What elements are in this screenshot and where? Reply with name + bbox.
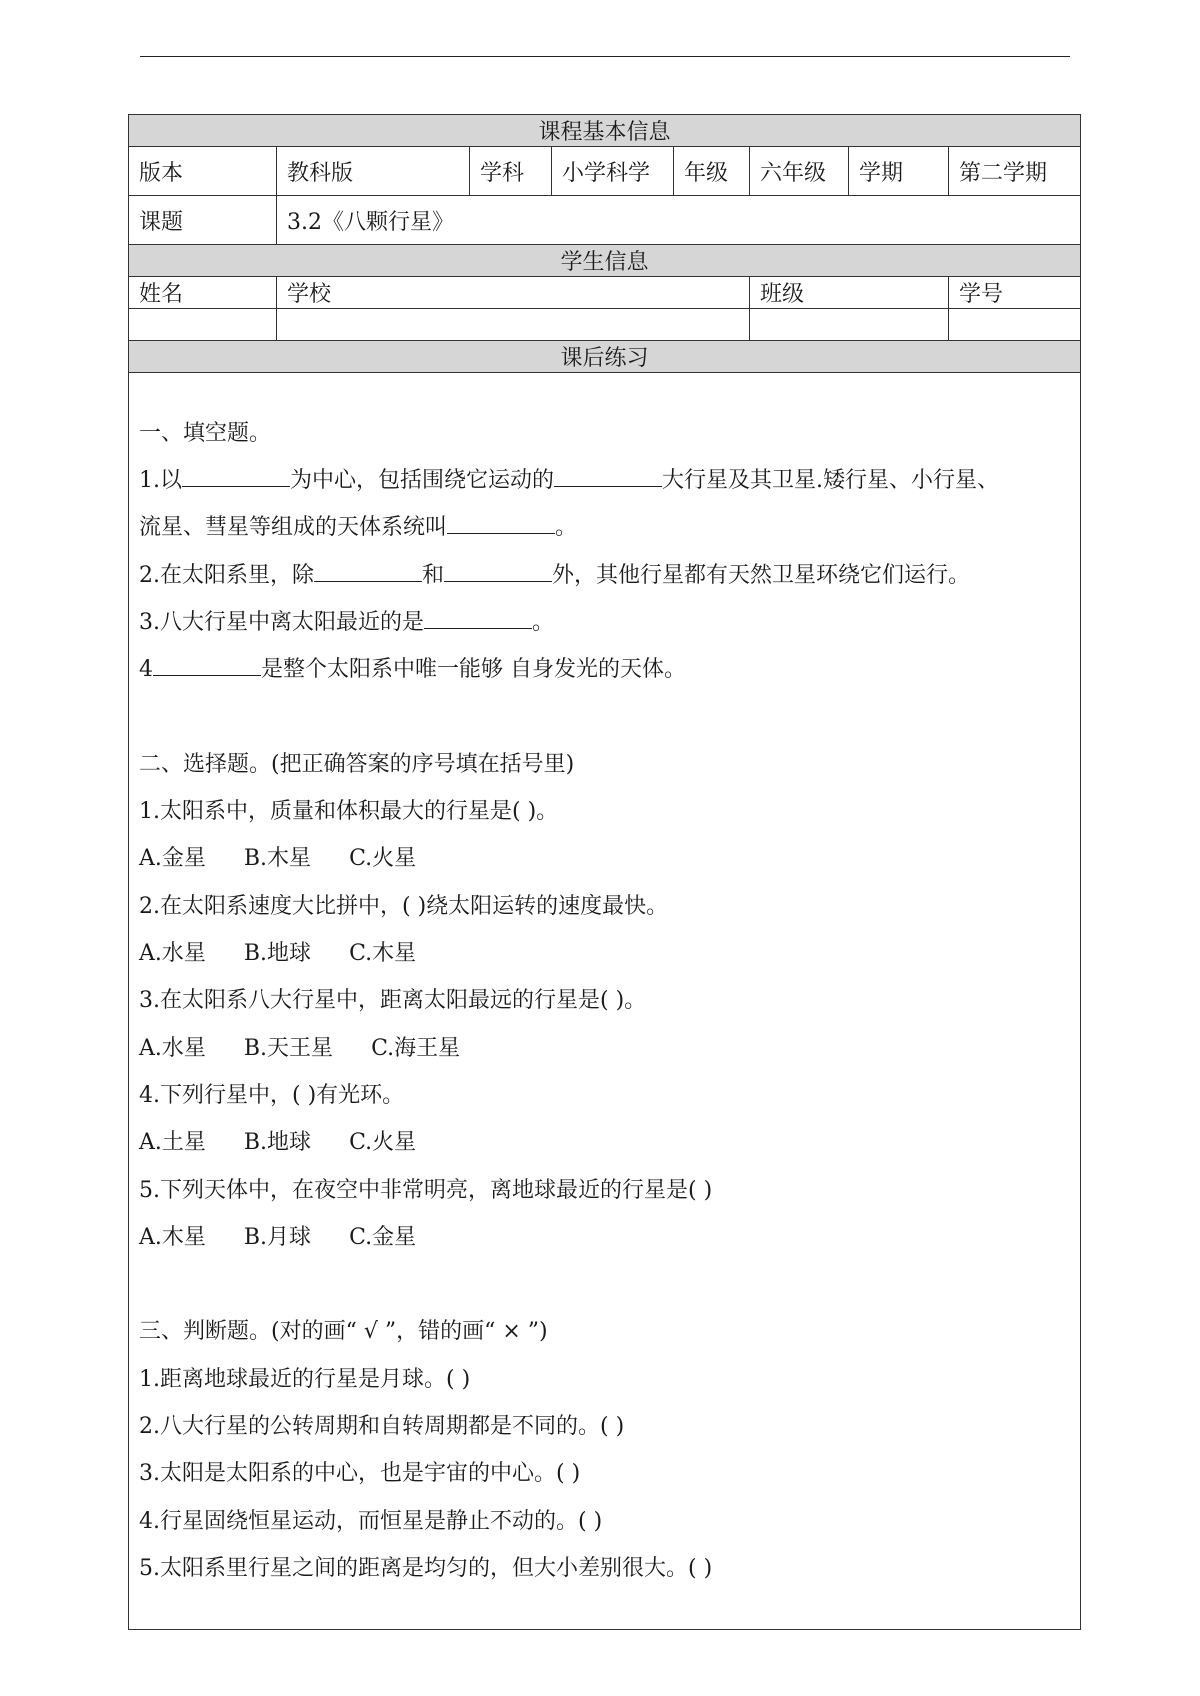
worksheet-table: [128, 114, 1081, 1630]
fill-q4-blank[interactable]: [153, 653, 261, 676]
choice-q3-option-b[interactable]: B.天王星: [243, 1035, 334, 1061]
choice-q5-option-b[interactable]: B.月球: [243, 1224, 312, 1250]
fill-q1-blank-3[interactable]: [447, 511, 555, 534]
fill-q2-blank-1[interactable]: [314, 559, 422, 582]
choice-q4: 4.下列行星中，( )有光环。: [139, 1082, 405, 1108]
choice-q2: 2.在太阳系速度大比拼中，( )绕太阳运转的速度最快。: [139, 893, 669, 919]
id-field[interactable]: [949, 309, 1081, 341]
topic-label: 课题: [129, 196, 277, 245]
fill-q2-text-a: 2.在太阳系里，除: [139, 562, 314, 588]
name-label: 姓名: [129, 277, 277, 309]
exercises-body: [129, 373, 1081, 1630]
class-label: 班级: [750, 277, 949, 309]
choice-q4-option-b[interactable]: B.地球: [243, 1130, 312, 1156]
grade-label: 年级: [674, 147, 750, 196]
choice-q4-option-c[interactable]: C.火星: [349, 1130, 417, 1156]
fill-q3: [139, 599, 1070, 646]
choice-q2-option-a[interactable]: A.水星: [139, 941, 206, 967]
school-label: 学校: [277, 277, 750, 309]
choice-q4-options: [139, 1119, 1070, 1166]
fill-q1-text-d: 流星、彗星等组成的天体系统叫: [139, 515, 448, 541]
fill-q2: [139, 552, 1070, 599]
fill-q1-text-a: 1.以: [139, 468, 182, 494]
judge-q1: 1.距离地球最近的行星是月球。( ): [139, 1366, 471, 1392]
subject-value: 小学科学: [552, 147, 674, 196]
term-label: 学期: [849, 147, 949, 196]
grade-value: 六年级: [750, 147, 849, 196]
fill-q4-text-a: 4: [139, 657, 153, 683]
choice-q5: 5.下列天体中，在夜空中非常明亮，离地球最近的行星是( ): [139, 1177, 713, 1203]
fill-q1-text-e: 。: [555, 515, 578, 541]
fill-q3-blank[interactable]: [424, 606, 532, 629]
class-field[interactable]: [750, 309, 949, 341]
choice-q5-options: [139, 1214, 1070, 1261]
fill-q3-text-a: 3.八大行星中离太阳最近的是: [139, 609, 424, 635]
choice-q2-option-b[interactable]: B.地球: [243, 941, 312, 967]
fill-q1-text-c: 大行星及其卫星.矮行星、小行星、: [662, 468, 1000, 494]
term-value: 第二学期: [949, 147, 1081, 196]
edition-label: 版本: [129, 147, 277, 196]
fill-q1-blank-1[interactable]: [182, 464, 290, 487]
choice-q4-option-a[interactable]: A.土星: [139, 1130, 206, 1156]
exercises-header: 课后练习: [129, 341, 1081, 373]
choice-q1-option-b[interactable]: B.木星: [243, 846, 312, 872]
fill-q2-text-b: 和: [422, 562, 445, 588]
fill-q1-text-b: 为中心，包括围绕它运动的: [290, 468, 555, 494]
choice-q5-option-c[interactable]: C.金星: [349, 1224, 417, 1250]
choice-q3-option-a[interactable]: A.水星: [139, 1035, 206, 1061]
choice-q1-option-a[interactable]: A.金星: [139, 846, 206, 872]
edition-value: 教科版: [277, 147, 470, 196]
choice-q1-option-c[interactable]: C.火星: [349, 846, 417, 872]
subject-label: 学科: [470, 147, 552, 196]
choice-q3-option-c[interactable]: C.海王星: [371, 1035, 461, 1061]
choice-q2-option-c[interactable]: C.木星: [349, 941, 417, 967]
choice-section-title: 二、选择题。(把正确答案的序号填在括号里): [139, 751, 575, 777]
choice-q3: 3.在太阳系八大行星中，距离太阳最远的行星是( )。: [139, 988, 647, 1014]
judge-q5: 5.太阳系里行星之间的距离是均匀的，但大小差别很大。( ): [139, 1555, 713, 1581]
header-rule: [140, 56, 1070, 57]
fill-q2-text-c: 外，其他行星都有天然卫星环绕它们运行。: [552, 562, 971, 588]
fill-q4-text-b: 是整个太阳系中唯一能够 自身发光的天体。: [261, 657, 686, 683]
fill-q1-blank-2[interactable]: [554, 464, 662, 487]
fill-q3-text-b: 。: [532, 609, 555, 635]
choice-q3-options: [139, 1025, 1070, 1072]
student-info-header: 学生信息: [129, 245, 1081, 277]
fill-q1-line2: [139, 504, 1070, 551]
fill-q4: [139, 646, 1070, 693]
fill-q1-line1: [139, 457, 1070, 504]
fill-section-title: 一、填空题。: [139, 420, 272, 446]
choice-q2-options: [139, 930, 1070, 977]
id-label: 学号: [949, 277, 1081, 309]
topic-value: 3.2《八颗行星》: [277, 196, 1081, 245]
judge-q2: 2.八大行星的公转周期和自转周期都是不同的。( ): [139, 1414, 625, 1440]
course-info-header: 课程基本信息: [129, 115, 1081, 147]
judge-section-title: 三、判断题。(对的画“ √ ”，错的画“ × ”): [139, 1319, 548, 1345]
fill-q2-blank-2[interactable]: [444, 559, 552, 582]
choice-q5-option-a[interactable]: A.木星: [139, 1224, 206, 1250]
name-field[interactable]: [129, 309, 277, 341]
school-field[interactable]: [277, 309, 750, 341]
choice-q1: 1.太阳系中，质量和体积最大的行星是( )。: [139, 799, 559, 825]
judge-q4: 4.行星固绕恒星运动，而恒星是静止不动的。( ): [139, 1508, 603, 1534]
choice-q1-options: [139, 835, 1070, 882]
judge-q3: 3.太阳是太阳系的中心，也是宇宙的中心。( ): [139, 1461, 581, 1487]
